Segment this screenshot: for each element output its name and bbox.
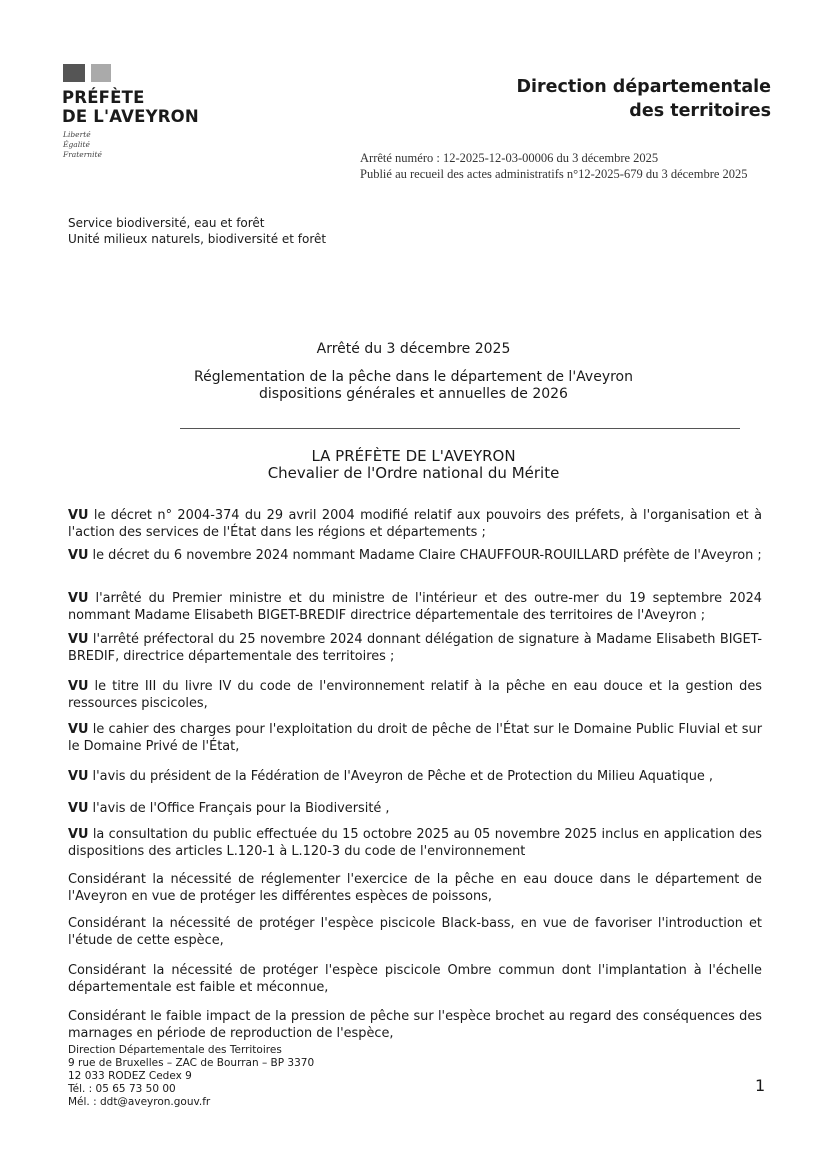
subject-line: dispositions générales et annuelles de 2026 <box>259 386 568 402</box>
paragraph-text: le décret n° 2004-374 du 29 avril 2004 modifié relatif aux pouvoirs des préfets, à l'organisation et à l'action des services de l'État dans les régions et départements ; <box>68 508 762 540</box>
motto-line: Liberté <box>63 130 91 139</box>
vu-lead: VU <box>68 827 89 842</box>
vu-lead: VU <box>68 548 89 563</box>
vu-lead: VU <box>68 801 89 816</box>
preamble-paragraph <box>68 631 762 665</box>
preamble-paragraph <box>68 590 762 624</box>
logo-title-line: PRÉFÈTE <box>62 88 145 107</box>
decree-number: Arrêté numéro : 12-2025-12-03-00006 du 3 décembre 2025 <box>360 151 659 165</box>
preamble-paragraph <box>68 800 762 817</box>
preamble-paragraph <box>68 915 762 949</box>
direction-heading <box>516 75 771 123</box>
service-block <box>68 215 326 247</box>
unit-name: Unité milieux naturels, biodiversité et forêt <box>68 232 327 246</box>
marianne-logo <box>63 64 111 82</box>
motto-line: Égalité <box>63 140 90 149</box>
decree-subject <box>0 369 827 403</box>
paragraph-text: Considérant la nécessité de réglementer l'exercice de la pêche en eau douce dans le département de l'Aveyron en vue de protéger les différentes espèces de poissons, <box>68 872 762 904</box>
vu-lead: VU <box>68 508 89 523</box>
preamble-paragraph <box>68 871 762 905</box>
prefecture-logo-title <box>62 88 199 126</box>
subject-line: Réglementation de la pêche dans le département de l'Aveyron <box>193 369 633 385</box>
preamble-paragraph <box>68 547 762 564</box>
republic-motto <box>63 130 102 160</box>
logo-title-line: DE L'AVEYRON <box>62 107 199 126</box>
vu-lead: VU <box>68 722 89 737</box>
footer-line: Direction Départementale des Territoires <box>68 1044 282 1056</box>
divider <box>180 428 740 429</box>
paragraph-text: l'arrêté du Premier ministre et du ministre de l'intérieur et des outre-mer du 19 septembre 2024 nommant Madame Elisabeth BIGET-BREDIF directrice départementale des territoires de l'Aveyron ; <box>68 591 762 623</box>
decree-reference <box>360 150 748 182</box>
paragraph-text: le titre III du livre IV du code de l'environnement relatif à la pêche en eau douce et la gestion des ressources piscicoles, <box>68 679 762 711</box>
vu-lead: VU <box>68 591 89 606</box>
vu-lead: VU <box>68 769 89 784</box>
vu-lead: VU <box>68 679 89 694</box>
preamble-paragraph <box>68 507 762 541</box>
decree-date-title: Arrêté du 3 décembre 2025 <box>316 341 511 357</box>
footer-line: 12 033 RODEZ Cedex 9 <box>68 1070 192 1082</box>
motto-line: Fraternité <box>63 150 102 159</box>
publication-reference: Publié au recueil des actes administratifs n°12-2025-679 du 3 décembre 2025 <box>360 167 748 181</box>
preamble-paragraph <box>68 1008 762 1042</box>
paragraph-text: l'arrêté préfectoral du 25 novembre 2024 donnant délégation de signature à Madame Elisabeth BIGET-BREDIF, directrice départementale des territoires ; <box>68 632 762 664</box>
service-name: Service biodiversité, eau et forêt <box>68 216 265 230</box>
paragraph-text: Considérant la nécessité de protéger l'espèce piscicole Black-bass, en vue de favoriser l'introduction et l'étude de cette espèce, <box>68 916 762 948</box>
paragraph-text: l'avis de l'Office Français pour la Biodiversité , <box>88 801 390 816</box>
authority-title: LA PRÉFÈTE DE L'AVEYRON <box>311 447 516 465</box>
preamble-paragraph <box>68 826 762 860</box>
paragraph-text: Considérant le faible impact de la pression de pêche sur l'espèce brochet au regard des conséquences des marnages en période de reproduction de l'espèce, <box>68 1009 762 1041</box>
footer-line: Tél. : 05 65 73 50 00 <box>68 1083 176 1095</box>
preamble-paragraph <box>68 768 762 785</box>
footer-line: Mél. : ddt@aveyron.gouv.fr <box>68 1096 211 1108</box>
paragraph-text: l'avis du président de la Fédération de l'Aveyron de Pêche et de Protection du Milieu Aquatique , <box>88 769 714 784</box>
paragraph-text: la consultation du public effectuée du 15 octobre 2025 au 05 novembre 2025 inclus en application des dispositions des articles L.120-1 à L.120-3 du code de l'environnement <box>68 827 762 859</box>
paragraph-text: le cahier des charges pour l'exploitation du droit de pêche de l'État sur le Domaine Public Fluvial et sur le Domaine Privé de l'État, <box>68 722 762 754</box>
preamble-paragraph <box>68 678 762 712</box>
footer-line: 9 rue de Bruxelles – ZAC de Bourran – BP 3370 <box>68 1057 315 1069</box>
authority-honor: Chevalier de l'Ordre national du Mérite <box>267 464 560 482</box>
page-number: 1 <box>755 1076 766 1095</box>
authority-block <box>0 448 827 482</box>
preamble-paragraph <box>68 721 762 755</box>
paragraph-text: le décret du 6 novembre 2024 nommant Madame Claire CHAUFFOUR-ROUILLARD préfète de l'Aveyron ; <box>88 548 762 563</box>
direction-line: Direction départementale <box>516 77 771 97</box>
paragraph-text: Considérant la nécessité de protéger l'espèce piscicole Ombre commun dont l'implantation à l'échelle départementale est faible et méconnue, <box>68 963 762 995</box>
preamble-paragraph <box>68 962 762 996</box>
footer-address <box>68 1044 314 1109</box>
direction-line: des territoires <box>629 101 771 121</box>
vu-lead: VU <box>68 632 89 647</box>
